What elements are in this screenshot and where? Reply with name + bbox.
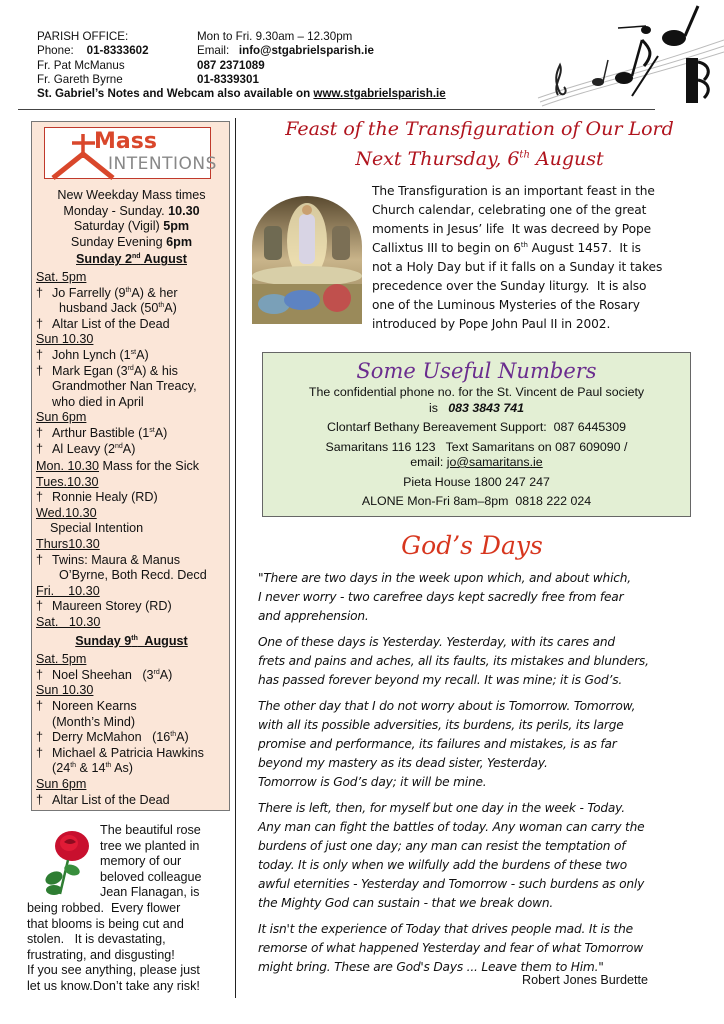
svdp-number: 083 3843 741 [448,400,525,415]
priest2-phone: 01-8339301 [197,72,259,86]
text-span: 6pm [166,234,193,249]
text-span: (24 [52,761,71,776]
logo-word-intentions: INTENTIONS [108,154,217,174]
text-span: As) [111,761,133,776]
intention-item [32,599,231,615]
schedule-day [32,410,231,426]
text-span: A) & his [133,363,178,378]
intention-item-cont [32,761,231,777]
text-span: † [36,285,44,300]
text-span: Mon. 10.30 [36,459,100,474]
text-span: promise and performance, its failures and mistakes, is as far [258,737,617,751]
text-span: † [36,792,44,807]
text-span: August [529,148,604,170]
priest1-name: Fr. Pat McManus [37,58,125,72]
rose-text-line: The beautiful rose [100,823,201,837]
feast-text-line: The Transfiguration is an important feast in the [372,184,655,198]
text-span: A) [154,425,168,440]
text-span: "There are two days in the week upon which, and about which, [258,571,631,585]
mass-intentions-logo [44,127,217,179]
header-divider [18,109,655,110]
text-span: Next Thursday, 6 [355,148,520,170]
text-span: Callixtus III to begin on 6 [372,241,521,255]
text-span: has passed forever beyond my recall. It was mine; it is God’s. [258,673,623,687]
text-span: with all its possible adversities, its burdens, its perils, its large [258,718,624,732]
text-span: 10.30 [168,203,200,218]
sunday-2nd-august-heading [32,252,231,268]
text-span: I never worry - two carefree days kept sacredly free from fear [258,590,624,604]
schedule-day [32,777,231,793]
bethany-line: Clontarf Bethany Bereavement Support: 087 6445309 [327,420,626,434]
rose-text-line: let us know.Don’t take any risk! [27,978,200,993]
text-span [37,44,197,58]
text-span: frets and pains and aches, all its faults, its mistakes and blunders, [258,654,649,668]
text-span: A) [122,441,136,456]
rose-text-line: being robbed. Every flower [27,900,181,915]
text-span: Grandmother Nan Treacy, [52,379,197,394]
useful-numbers-title: Some Useful Numbers [356,359,597,383]
intention-item [32,286,231,302]
superscript: th [520,240,528,249]
feast-text-line: not a Holy Day but if it falls on a Sunday it takes [372,260,663,274]
schedule-day [32,506,231,522]
schedule-day [32,584,231,600]
schedule-day [32,537,231,553]
music-notes-icon [528,0,724,112]
email-link[interactable]: info@stgabrielsparish.ie [238,44,374,58]
text-span: email: [410,455,447,469]
schedule-day [32,459,231,475]
webcam-notice-text: St. Gabriel’s Notes and Webcam also available on [37,87,314,101]
website-link[interactable]: www.stgabrielsparish.ie [313,87,446,101]
text-span [448,401,524,415]
rose-tree-notice [27,823,235,995]
text-span: Sun 6pm [36,410,87,425]
rose-text-line: If you see anything, please just [27,963,200,978]
text-span: August [137,633,188,648]
feast-text-line: introduced by Pope John Paul II in 2002. [372,317,611,331]
text-span: & 14 [76,761,106,776]
text-span: awful eternities - Yesterday and Tomorrow - such burdens as only [258,877,645,891]
text-span: who died in April [52,394,144,409]
superscript: th [158,301,165,309]
superscript: th [125,286,132,294]
text-span: Michael & Patricia Hawkins [52,745,204,760]
text-span: remorse of what happened Yesterday and fear of what Tomorrow [258,941,644,955]
superscript: rd [127,364,134,372]
text-span: Sun 10.30 [36,683,94,698]
text-span: the Mighty God can sustain - that we break down. [258,896,554,910]
sunday-9th-august-heading [32,634,231,650]
superscript: st [130,348,137,356]
text-span: One of these days is Yesterday. Yesterday, with its cares and [258,635,615,649]
text-span: A) [159,667,173,682]
mass-times-weekday [32,204,231,220]
intention-item-cont [32,568,231,584]
text-span: 5pm [163,219,190,234]
text-span: Sunday 2 [76,252,133,267]
poem-paragraph [258,569,698,626]
useful-numbers-list [263,385,690,510]
priest2-name: Fr. Gareth Byrne [37,72,123,86]
text-span: Sun 6pm [36,776,87,791]
schedule-day [32,652,231,668]
intention-item [32,730,231,746]
text-span: August 1457. It is [527,241,641,255]
text-span: Sunday 9 [75,633,132,648]
rose-text-line: stolen. It is devastating, [27,932,166,947]
samaritans-email-link[interactable]: jo@samaritans.ie [446,455,543,469]
text-span: beyond my mastery as its dead sister, Yesterday. [258,756,548,770]
text-span: † [36,316,44,331]
rose-text-line: beloved colleague [100,869,202,884]
rose-text-line: tree we planted in [100,838,200,853]
text-span: Thurs10.30 [36,537,100,552]
alone-line: ALONE Mon-Fri 8am–8pm 0818 222 024 [361,494,592,508]
rose-text-line: Jean Flanagan, is [100,885,200,900]
text-span: The other day that I do not worry about is Tomorrow. Tomorrow, [258,699,636,713]
text-span: August [140,252,187,267]
poem-paragraph [258,633,698,690]
superscript: th [519,149,530,161]
gods-days-poem [258,569,698,984]
text-span: † [36,699,44,713]
text-span: Arthur Bastible (1 [52,425,150,440]
logo-word-mass: Mass [94,129,157,154]
text-span: John Lynch (1 [52,347,131,362]
text-span: Tomorrow is God’s day; it will be mine. [258,775,487,789]
text-span: Saturday (Vigil) [73,219,164,234]
priest1-row [37,59,557,73]
text-span: is [428,400,449,415]
superscript: rd [153,668,160,676]
superscript: th [105,762,112,770]
text-span: burdens of just one day; any man can resist the temptation of [258,839,626,853]
text-span: Monday - Sunday. [63,203,169,218]
schedule-day [32,332,231,348]
feast-text-line [372,239,707,258]
svdp-number-line [263,401,690,417]
phone-label: Phone: [37,44,74,58]
text-span: † [36,730,44,745]
phone-value: 01-8333602 [86,44,149,58]
text-span: Fri. 10.30 [36,583,100,598]
schedule-day [32,683,231,699]
feast-description [372,182,707,334]
useful-numbers-box [262,352,691,517]
text-span: Special Intention [50,521,144,536]
intention-item [32,490,231,506]
priest1-phone: 087 2371089 [197,58,265,72]
text-span: A) [176,730,189,745]
rose-text-line: that blooms is being cut and [27,916,184,931]
text-span: A) [164,301,177,316]
text-span: † [36,490,44,505]
feast-title: Feast of the Transfiguration of Our Lord [285,118,674,140]
intention-item [32,699,231,715]
text-span: † [36,745,44,760]
text-span: Altar List of the Dead [52,792,170,807]
text-span: Mass for the Sick [99,459,200,474]
intention-item [32,668,231,684]
intention-item [32,553,231,569]
email-label: Email: [197,44,230,58]
samaritans-line: Samaritans 116 123 Text Samaritans on 087 609090 / [325,439,628,454]
text-span: † [36,441,44,456]
schedule-day [32,475,231,491]
text-span: It isn't the experience of Today that drives people mad. It is the [258,922,633,936]
parish-office-header [37,30,557,101]
text-span [197,44,374,58]
superscript: st [149,426,155,434]
feast-text-line: moments in Jesus’ life It was decreed by Pope [372,222,652,236]
text-span: There is left, then, for myself but one day in the week - Today. [258,801,625,815]
office-hours: Mon to Fri. 9.30am – 12.30pm [197,30,353,43]
intention-item-cont [32,521,231,537]
intention-item-cont [32,301,231,317]
text-span: † [36,667,44,682]
text-span: † [36,347,44,362]
intention-item [32,317,231,333]
text-span: A) & her [131,285,178,300]
office-hours-row [37,30,557,44]
text-span: Ronnie Healy (RD) [52,490,158,505]
feast-date-title [252,148,707,170]
feast-text-line: one of the Luminous Mysteries of the Rosary [372,298,640,312]
intention-item-cont [32,395,231,411]
samaritans-email-line [263,455,690,471]
intention-item-cont [32,715,231,731]
text-span: Sat. 5pm [36,652,87,667]
office-label: PARISH OFFICE: [37,30,129,43]
transfiguration-painting-image [252,196,362,324]
feast-text-line: precedence over the Sunday liturgy. It is also [372,279,647,293]
schedule-day [32,270,231,286]
superscript: th [70,762,77,770]
superscript: nd [115,442,123,450]
text-span: Derry McMahon (16 [52,730,171,745]
webcam-notice [37,87,557,101]
text-span: Twins: Maura & Manus [52,552,181,567]
feast-text-line: Church calendar, celebrating one of the great [372,203,647,217]
mass-times-sunday-evening [32,235,231,251]
text-span: Al Leavy (2 [52,441,115,456]
text-span: O’Byrne, Both Recd. Decd [59,568,207,583]
poem-paragraph [258,799,698,913]
mass-intentions-box [31,121,230,811]
text-span: Jo Farrelly (9 [52,285,126,300]
intention-item [32,442,231,458]
text-span: Wed.10.30 [36,505,97,520]
mass-schedule [32,188,231,808]
text-span: husband Jack (50 [59,301,159,316]
column-divider [235,118,236,998]
intention-item [32,746,231,762]
schedule-day [32,615,231,631]
text-span: Noel Sheehan (3 [52,667,154,682]
priest2-row [37,73,557,87]
text-span: Sunday Evening [70,234,167,249]
text-span: Altar List of the Dead [52,316,170,331]
intention-item [32,348,231,364]
text-span: Sat. 5pm [36,269,87,284]
poem-paragraph [258,697,698,792]
superscript: nd [132,253,141,261]
text-span: (Month’s Mind) [52,714,136,729]
intention-item [32,426,231,442]
poem-paragraph [258,920,698,977]
text-span: Maureen Storey (RD) [52,599,172,614]
text-span: Noreen Kearns [52,699,137,713]
intention-item [32,793,231,809]
text-span: † [36,425,44,440]
text-span: † [36,552,44,567]
text-span: A) [136,347,149,362]
text-span: today. It is only when we wilfully add the burdens of these two [258,858,627,872]
text-span: Sun 10.30 [36,332,94,347]
text-span: and apprehension. [258,609,369,623]
text-span: † [36,599,44,614]
svdp-line: The confidential phone no. for the St. Vincent de Paul society [308,385,645,399]
rose-text-line: frustrating, and disgusting! [27,947,175,962]
text-span: Sat. 10.30 [36,615,101,630]
phone-email-row [37,44,557,58]
text-span: might bring. These are God's Days ... Leave them to Him." [258,960,604,974]
poem-author: Robert Jones Burdette [522,973,649,987]
mass-times-title: New Weekday Mass times [57,188,206,202]
superscript: th [131,634,138,642]
superscript: th [170,731,177,738]
rose-text-line: memory of our [100,854,182,869]
pieta-line: Pieta House 1800 247 247 [403,474,550,489]
mass-times-vigil [32,219,231,235]
text-span: Any man can fight the battles of today. Any woman can carry the [258,820,645,834]
text-span: Mark Egan (3 [52,363,128,378]
text-span: Tues.10.30 [36,474,99,489]
intention-item [32,364,231,380]
intention-item-cont [32,379,231,395]
text-span: † [36,363,44,378]
gods-days-title: God’s Days [401,531,543,560]
